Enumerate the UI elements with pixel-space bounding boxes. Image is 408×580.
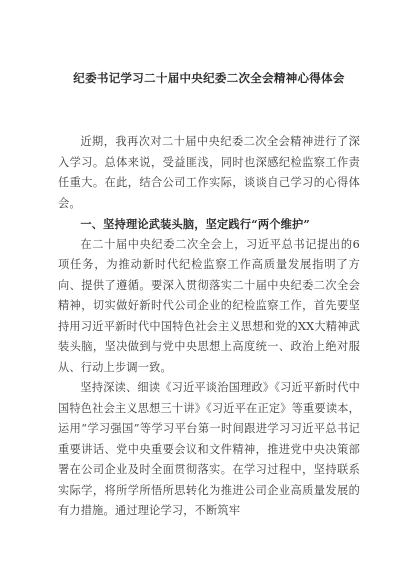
section1-paragraph-2: 坚持深读、细读《习近平谈治国理政》《习近平新时代中国特色社会主义思想三十讲》《习近平在正定》等重要读本，运用“学习强国”等学习平台第一时间跟进学习习近平总书记重要讲话、党中央重要会议和文件精神，推进党中央决策部署在公司企业及时全面贯彻落实。在学习过程中，坚持联系实际学，将所学所悟所思转化为推进公司企业高质量发展的有力措施。通过理论学习，不断筑牢 (58, 381, 360, 517)
section-heading-1: 一、坚持理论武装头脑，坚定践行“两个维护” (80, 217, 311, 231)
intro-paragraph: 近期，我再次对二十届中央纪委二次全会精神进行了深入学习。总体来说，受益匪浅，同时也深感纪检监察工作责任重大。在此，结合公司工作实际，谈谈自己学习的心得体会。 (58, 135, 360, 210)
section1-paragraph-1: 在二十届中央纪委二次全会上，习近平总书记提出的6项任务，为推动新时代纪检监察工作高质量发展指明了方向、提供了遵循。要深入贯彻落实二十届中央纪委二次全会精神，切实做好新时代公司企业的纪检监察工作，首先要坚持用习近平新时代中国特色社会主义思想和党的XX大精神武装头脑，坚决做到与党中央思想上高度统一、政治上绝对服从、行动上步调一致。 (58, 237, 360, 374)
document-title: 纪委书记学习二十届中央纪委二次全会精神心得体会 (73, 71, 345, 85)
